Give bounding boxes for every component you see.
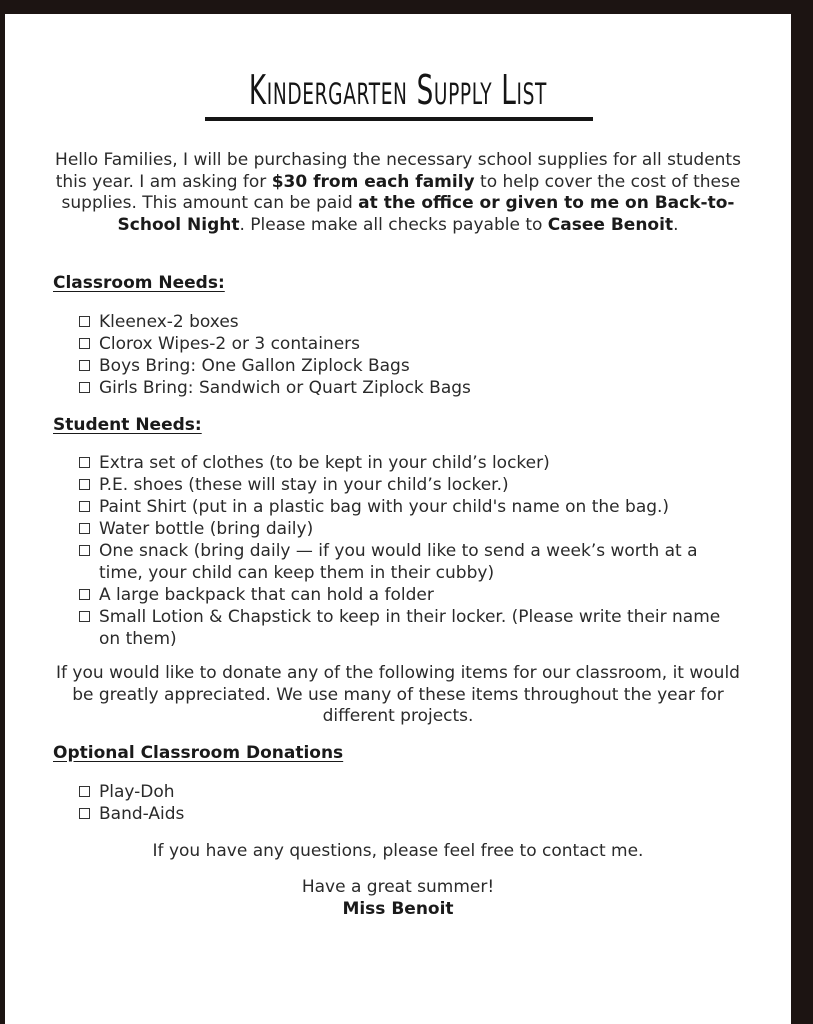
title-underline <box>205 117 593 121</box>
intro-amount: $30 from each family <box>271 171 475 192</box>
intro-payment-place: at the office or given to me on Back-to-School Night <box>117 193 735 235</box>
classroom-needs-heading: Classroom Needs: <box>53 273 225 293</box>
optional-donations-list <box>77 781 745 825</box>
list-item: Girls Bring: Sandwich or Quart Ziplock Bags <box>77 377 745 399</box>
intro-payee: Casee Benoit <box>547 214 674 235</box>
intro-paragraph: Hello Families, I will be purchasing the necessary school supplies for all students this year. I am asking for $30 from each family to help cover the cost of these supplies. This amount can be paid at the office or given to me on Back-to-School Night. Please make all checks payable to Casee Benoit. <box>55 150 741 235</box>
list-item: Paint Shirt (put in a plastic bag with your child's name on the bag.) <box>77 496 745 518</box>
checkbox-icon <box>79 611 90 622</box>
list-item: Kleenex-2 boxes <box>77 311 745 333</box>
student-needs-list <box>77 452 745 650</box>
signature: Miss Benoit <box>342 899 454 919</box>
checkbox-icon <box>79 382 90 393</box>
list-item: Small Lotion & Chapstick to keep in their locker. (Please write their name on them) <box>77 606 745 650</box>
classroom-needs-list <box>77 311 745 399</box>
list-item: Band-Aids <box>77 803 745 825</box>
checkbox-icon <box>79 338 90 349</box>
optional-donations-heading: Optional Classroom Donations <box>53 743 344 763</box>
checkbox-icon <box>79 545 90 556</box>
page-title: Kindergarten Supply List <box>248 66 548 114</box>
checkbox-icon <box>79 808 90 819</box>
list-item: Water bottle (bring daily) <box>77 518 745 540</box>
document-page <box>5 14 791 1024</box>
list-item: Play-Doh <box>77 781 745 803</box>
farewell-text: Have a great summer! <box>301 877 495 897</box>
list-item: Extra set of clothes (to be kept in your child’s locker) <box>77 452 745 474</box>
checkbox-icon <box>79 589 90 600</box>
checkbox-icon <box>79 479 90 490</box>
checkbox-icon <box>79 501 90 512</box>
checkbox-icon <box>79 360 90 371</box>
list-item: Clorox Wipes-2 or 3 containers <box>77 333 745 355</box>
student-needs-heading: Student Needs: <box>53 415 202 435</box>
donation-note: If you would like to donate any of the following items for our classroom, it would be greatly appreciated. We use many of these items throughout the year for different projects. <box>56 663 740 726</box>
list-item: One snack (bring daily — if you would like to send a week’s worth at a time, your child can keep them in their cubby) <box>77 540 745 584</box>
contact-note: If you have any questions, please feel free to contact me. <box>152 841 644 861</box>
checkbox-icon <box>79 316 90 327</box>
checkbox-icon <box>79 786 90 797</box>
checkbox-icon <box>79 457 90 468</box>
list-item: Boys Bring: One Gallon Ziplock Bags <box>77 355 745 377</box>
checkbox-icon <box>79 523 90 534</box>
list-item: A large backpack that can hold a folder <box>77 584 745 606</box>
list-item: P.E. shoes (these will stay in your child’s locker.) <box>77 474 745 496</box>
